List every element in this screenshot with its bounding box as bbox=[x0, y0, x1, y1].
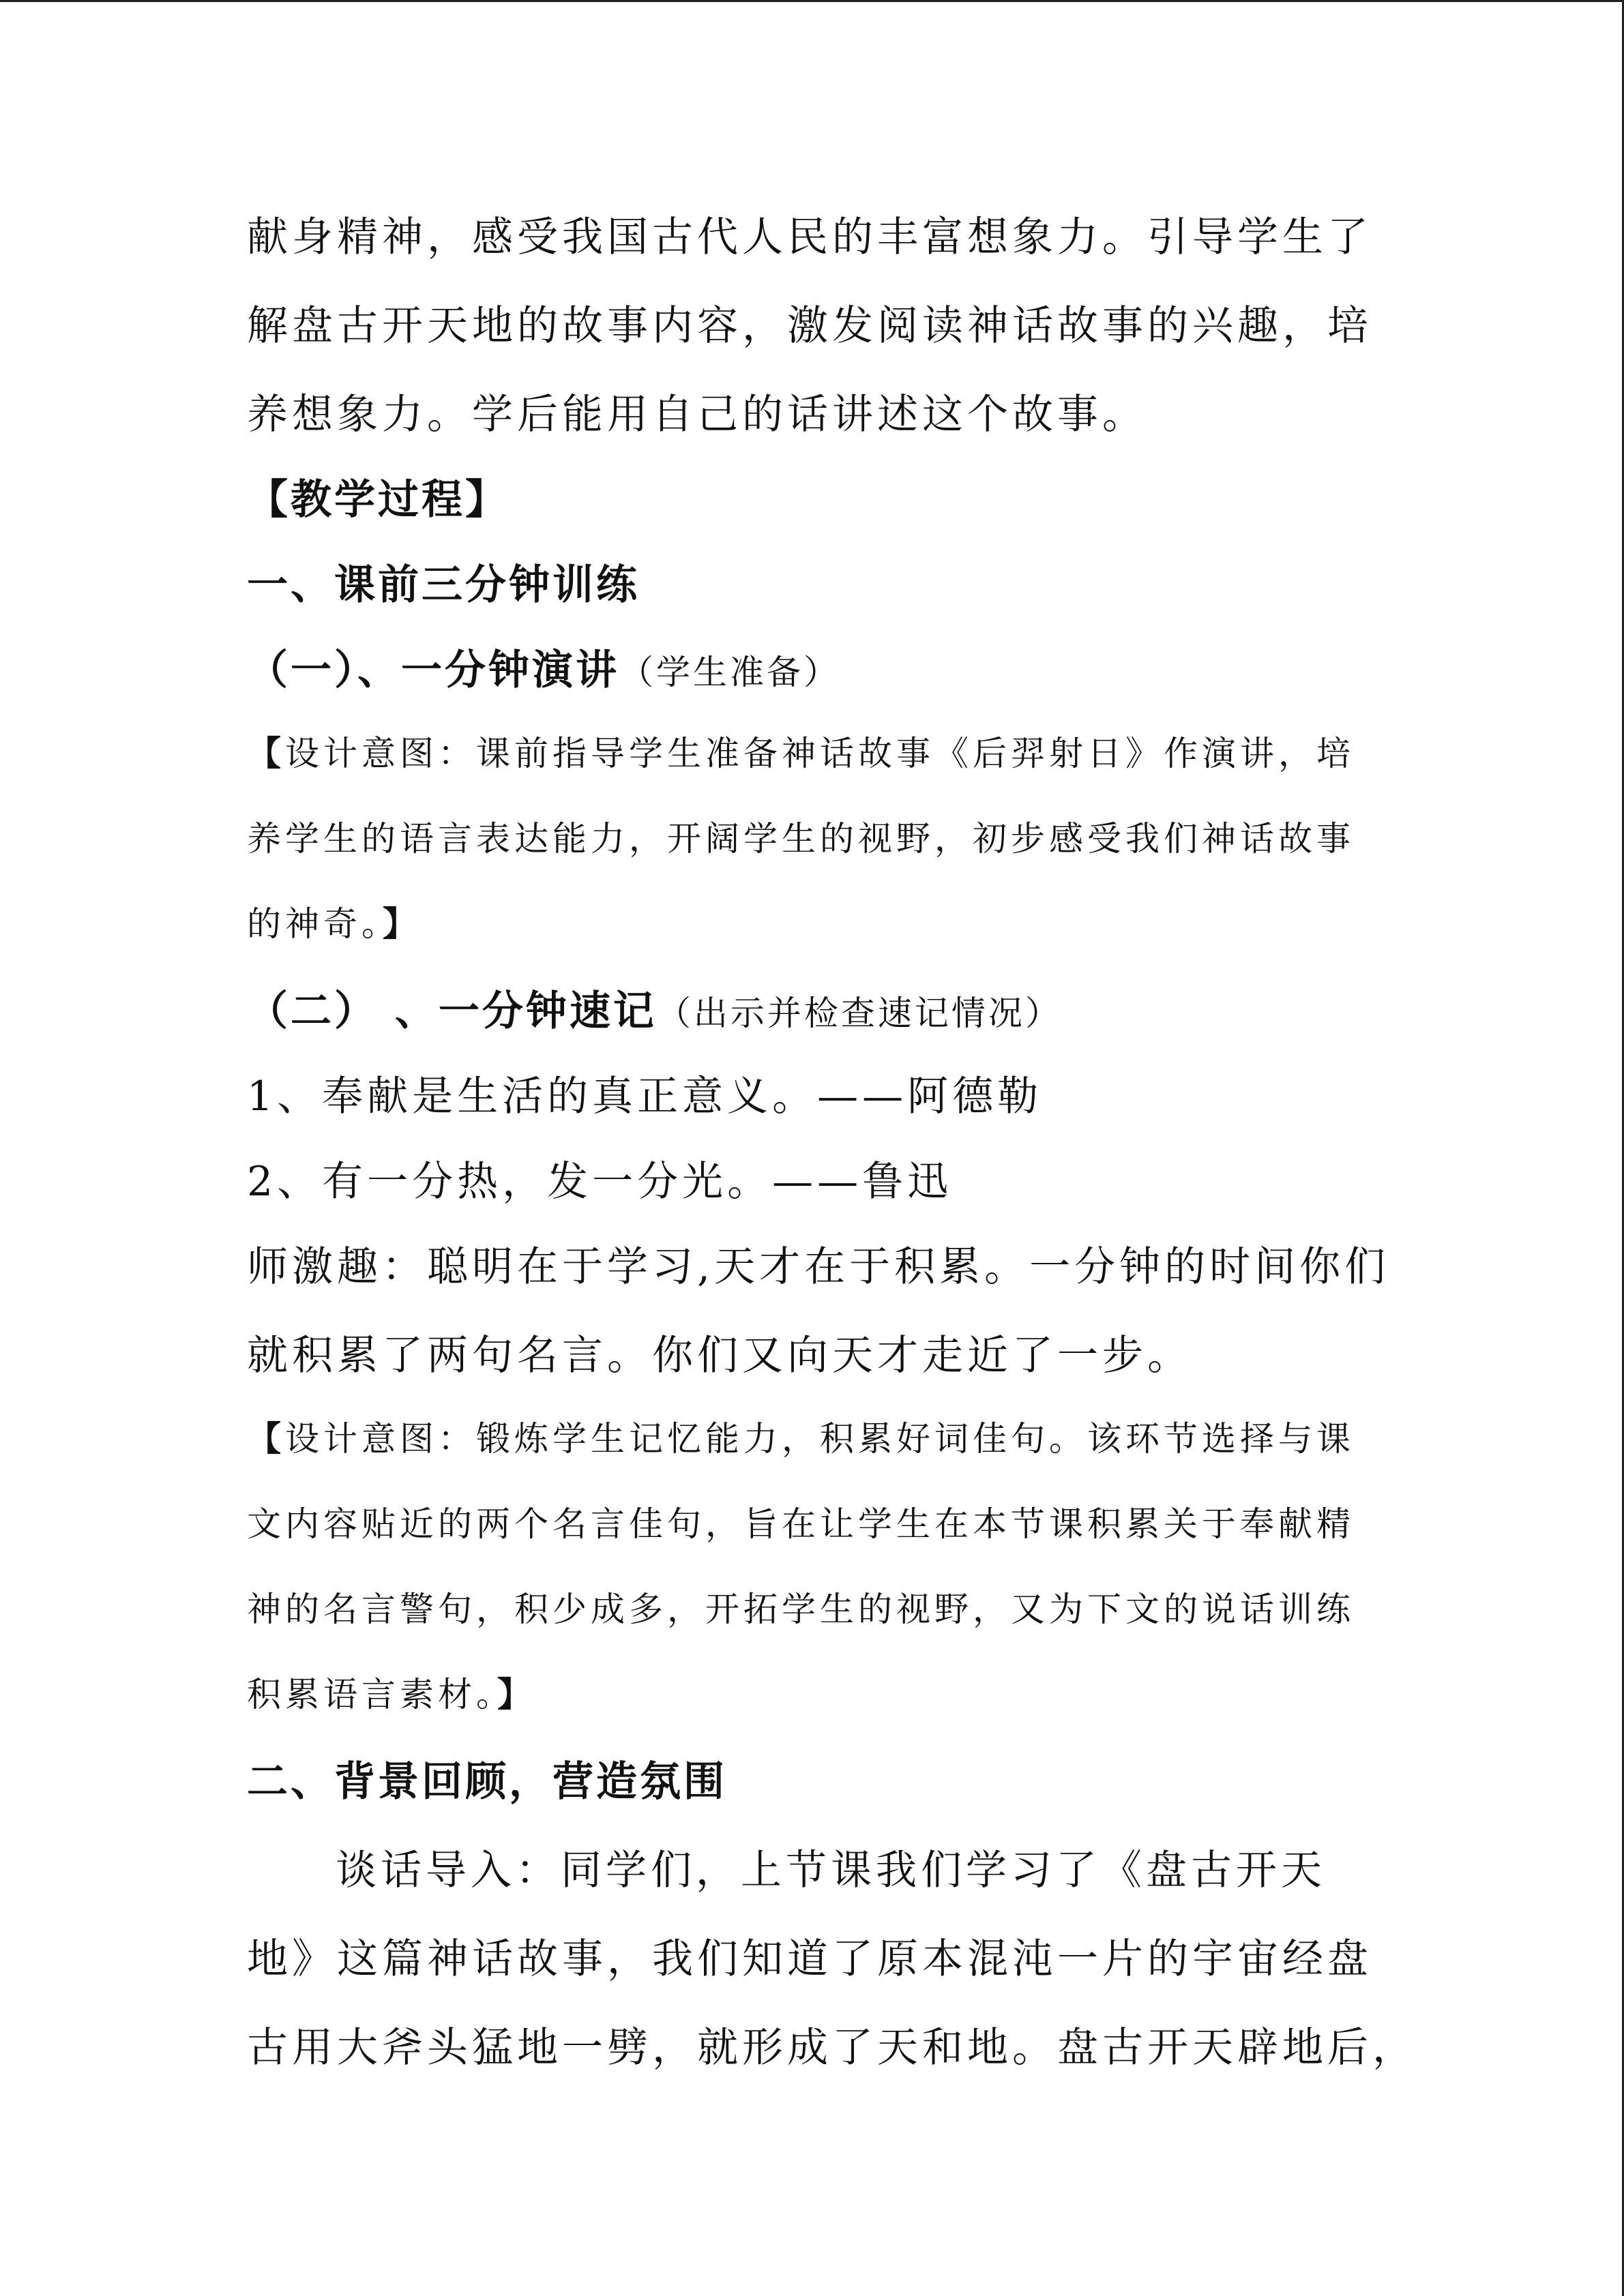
design-one-line-1 bbox=[247, 726, 1355, 775]
dialogue-line-1: 谈话导入：同学们，上节课我们学习了《盘古开天 bbox=[336, 1847, 1326, 1894]
page-border-top bbox=[0, 0, 1624, 2]
design-two-line-1 bbox=[247, 1412, 1355, 1461]
subsection-one-title: （一）、一分钟演讲 bbox=[247, 646, 619, 694]
subsection-two-note: （出示并检查速记情况） bbox=[656, 994, 1062, 1033]
subsection-two-title: （二） 、一分钟速记 bbox=[247, 987, 657, 1035]
design-one-line-2: 养学生的语言表达能力，开阔学生的视野，初步感受我们神话故事 bbox=[247, 819, 1355, 859]
dialogue-line-3: 古用大斧头猛地一劈，就形成了天和地。盘古开天辟地后， bbox=[247, 2024, 1417, 2072]
teacher-line-2: 就积累了两句名言。你们又向天才走近了一步。 bbox=[247, 1332, 1192, 1380]
section-title-one: 一、课前三分钟训练 bbox=[247, 561, 640, 609]
subsection-one bbox=[247, 638, 840, 696]
intro-line-2: 解盘古开天地的故事内容，激发阅读神话故事的兴趣，培 bbox=[247, 302, 1372, 350]
dialogue-line-2: 地》这篇神话故事，我们知道了原本混沌一片的宇宙经盘 bbox=[247, 1935, 1372, 1983]
section-title-process: 【教学过程】 bbox=[247, 476, 509, 524]
teacher-line-1: 师激趣：聪明在于学习,天才在于积累。一分钟的时间你们 bbox=[247, 1243, 1390, 1291]
section-title-two: 二、背景回顾，营造氛围 bbox=[247, 1758, 727, 1806]
quote-2: 2、有一分热，发一分光。——鲁迅 bbox=[247, 1158, 953, 1206]
design-two-close-bracket: 】 bbox=[497, 1674, 535, 1714]
intro-line-3: 养想象力。学后能用自己的话讲述这个故事。 bbox=[247, 391, 1147, 438]
quote-1: 1、奉献是生活的真正意义。——阿德勒 bbox=[247, 1073, 1043, 1120]
subsection-two bbox=[247, 979, 1062, 1037]
design-one-open-bracket: 【 bbox=[247, 733, 285, 773]
design-two-text-4: 积累语言素材。 bbox=[247, 1675, 497, 1714]
design-two-line-3: 神的名言警句，积少成多，开拓学生的视野，又为下文的说话训练 bbox=[247, 1590, 1355, 1629]
design-two-line-4 bbox=[247, 1667, 535, 1716]
design-two-line-2: 文内容贴近的两个名言佳句，旨在让学生在本节课积累关于奉献精 bbox=[247, 1504, 1355, 1544]
design-one-text-3: 的神奇。 bbox=[247, 904, 383, 944]
design-one-text-1: 设计意图：课前指导学生准备神话故事《后羿射日》作演讲，培 bbox=[285, 734, 1355, 773]
design-one-line-3 bbox=[247, 897, 421, 946]
design-one-close-bracket: 】 bbox=[383, 904, 421, 944]
subsection-one-note: （学生准备） bbox=[619, 653, 840, 692]
design-two-open-bracket: 【 bbox=[247, 1418, 285, 1459]
design-two-text-1: 设计意图：锻炼学生记忆能力，积累好词佳句。该环节选择与课 bbox=[285, 1419, 1355, 1459]
intro-line-1: 献身精神，感受我国古代人民的丰富想象力。引导学生了 bbox=[247, 213, 1372, 261]
